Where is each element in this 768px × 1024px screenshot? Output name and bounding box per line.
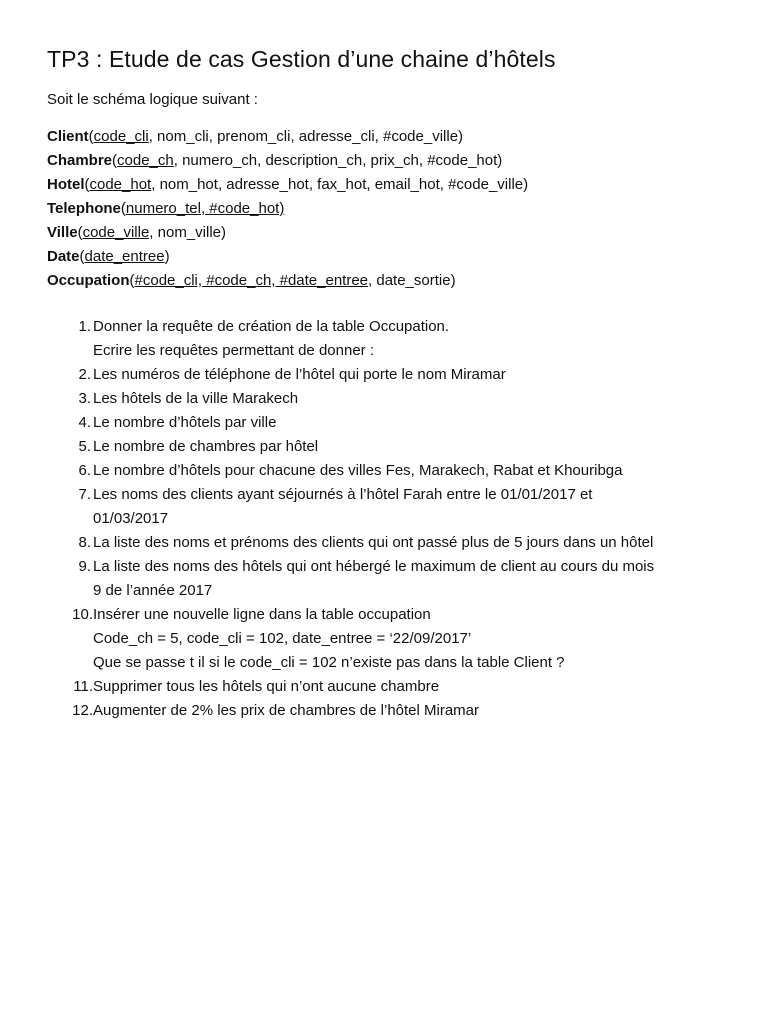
- question-number: 8.: [78, 534, 91, 551]
- table-name: Date: [47, 248, 80, 265]
- schema-line-chambre: [47, 149, 728, 173]
- table-name: Occupation: [47, 272, 130, 289]
- table-name: Ville: [47, 224, 78, 241]
- table-name: Telephone: [47, 200, 121, 217]
- question-item: [47, 315, 728, 363]
- question-item: [47, 387, 728, 411]
- question-text: Le nombre d’hôtels par ville: [93, 414, 277, 431]
- key-attributes: code_ville,: [82, 224, 154, 241]
- question-text: La liste des noms et prénoms des clients qui ont passé plus de 5 jours dans un hôtel: [93, 534, 654, 551]
- open-paren: (: [79, 248, 85, 265]
- attributes: , nom_hot, adresse_hot, fax_hot, email_hot, #code_ville): [151, 176, 529, 193]
- question-item: [47, 531, 728, 555]
- key-attributes: #code_cli, #code_ch, #date_entree: [134, 272, 369, 289]
- open-paren: (: [120, 200, 126, 217]
- question-text: La liste des noms des hôtels qui ont hébergé le maximum de client au cours du mois: [93, 558, 655, 575]
- attributes: nom_ville): [153, 224, 227, 241]
- attributes: , numero_ch, description_ch, prix_ch, #code_hot): [173, 152, 503, 169]
- question-item: [47, 363, 728, 387]
- question-item: [47, 483, 728, 531]
- open-paren: (: [77, 224, 83, 241]
- open-paren: (: [88, 128, 94, 145]
- question-text: Code_ch = 5, code_cli = 102, date_entree = ‘22/09/2017’: [93, 630, 472, 647]
- question-number: 3.: [78, 390, 91, 407]
- question-number: 9.: [78, 558, 91, 575]
- open-paren: (: [129, 272, 135, 289]
- attributes: ): [164, 248, 170, 265]
- question-text: Les numéros de téléphone de l’hôtel qui porte le nom Miramar: [93, 366, 506, 383]
- question-text: Les noms des clients ayant séjournés à l’hôtel Farah entre le 01/01/2017 et: [93, 486, 593, 503]
- question-item: [47, 675, 728, 699]
- table-name: Client: [47, 128, 89, 145]
- key-attributes: numero_tel, #code_hot): [125, 200, 285, 217]
- question-number: 10.: [72, 606, 93, 623]
- question-text: Supprimer tous les hôtels qui n’ont aucune chambre: [93, 678, 440, 695]
- question-number: 6.: [78, 462, 91, 479]
- table-name: Hotel: [47, 176, 85, 193]
- question-number: 2.: [78, 366, 91, 383]
- schema-line-hotel: [47, 173, 728, 197]
- question-text: Augmenter de 2% les prix de chambres de l’hôtel Miramar: [93, 702, 480, 719]
- question-text: Que se passe t il si le code_cli = 102 n’existe pas dans la table Client ?: [93, 654, 565, 671]
- question-text: 01/03/2017: [93, 510, 169, 527]
- question-number: 4.: [78, 414, 91, 431]
- question-item: [47, 699, 728, 723]
- schema-line-date: [47, 245, 728, 269]
- key-attributes: code_hot: [89, 176, 152, 193]
- key-attributes: date_entree: [84, 248, 165, 265]
- question-number: 12.: [72, 702, 93, 719]
- attributes: , date_sortie): [368, 272, 456, 289]
- question-item: [47, 555, 728, 603]
- question-item: [47, 435, 728, 459]
- question-number: 11.: [73, 678, 93, 695]
- question-text: Ecrire les requêtes permettant de donner :: [93, 342, 374, 359]
- question-text: Les hôtels de la ville Marakech: [93, 390, 299, 407]
- open-paren: (: [84, 176, 90, 193]
- table-name: Chambre: [47, 152, 113, 169]
- key-attributes: code_ch: [117, 152, 174, 169]
- question-text: Le nombre d’hôtels pour chacune des villes Fes, Marakech, Rabat et Khouribga: [93, 462, 623, 479]
- schema-line-client: [47, 125, 728, 149]
- question-text: Le nombre de chambres par hôtel: [93, 438, 319, 455]
- question-text: 9 de l’année 2017: [93, 582, 213, 599]
- intro-text: Soit le schéma logique suivant :: [47, 91, 258, 108]
- question-item: [47, 603, 728, 675]
- question-item: [47, 459, 728, 483]
- question-number: 5.: [78, 438, 91, 455]
- open-paren: (: [112, 152, 118, 169]
- key-attributes: code_cli: [93, 128, 149, 145]
- attributes: , nom_cli, prenom_cli, adresse_cli, #code_ville): [148, 128, 464, 145]
- logical-schema: [47, 125, 728, 293]
- page-title: TP3 : Etude de cas Gestion d’une chaine d’hôtels: [47, 46, 556, 72]
- schema-line-occupation: [47, 269, 728, 293]
- schema-line-telephone: [47, 197, 728, 221]
- question-item: [47, 411, 728, 435]
- question-number: 7.: [78, 486, 91, 503]
- question-text: Donner la requête de création de la table Occupation.: [93, 318, 450, 335]
- question-text: Insérer une nouvelle ligne dans la table occupation: [93, 606, 431, 623]
- schema-line-ville: [47, 221, 728, 245]
- question-list: [47, 315, 728, 723]
- question-number: 1.: [78, 318, 91, 335]
